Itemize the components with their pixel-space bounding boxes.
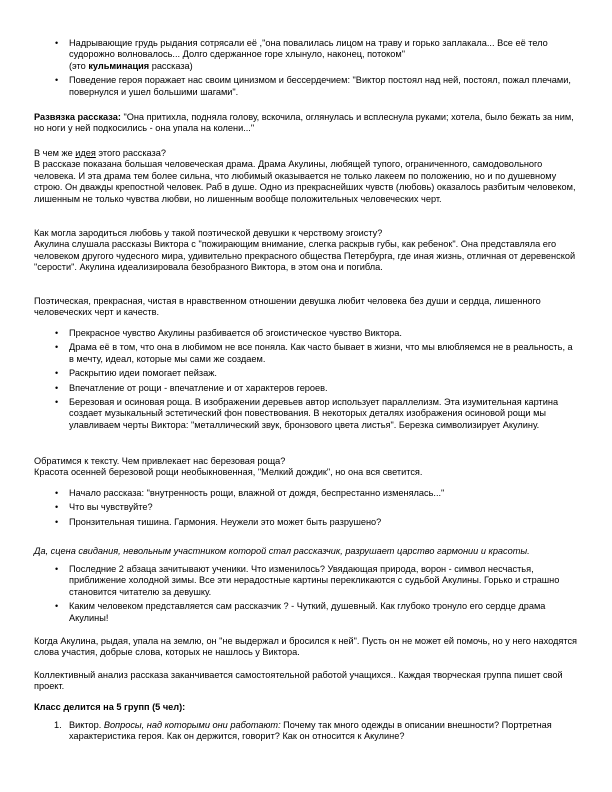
bullet-list-end	[34, 564, 580, 627]
fall-text: Когда Акулина, рыдая, упала на землю, он "не выдержал и бросился к ней". Пусть он не может ей помочь, но у него находятся слова участия, добрые слова, которых не нашлось у Виктора.	[34, 636, 578, 658]
list-item	[34, 342, 580, 365]
poetic-text: Поэтическая, прекрасная, чистая в нравственном отношении девушка любит человека без души и сердца, лишенного человеческих черт и качеств.	[34, 296, 541, 318]
love-text: Акулина слушала рассказы Виктора с "пожирающим внимание, слегка раскрыв губы, как ребенок". Она представляла его человеком другого чудесного мира, удивительно прекрасного общества Петербурга, где иная жизнь, отличная от деревенской "серости". Акулина идеализировала безобразного Виктора, в этом она и погибла.	[34, 239, 576, 273]
item-number: 1.	[54, 720, 62, 730]
grove-paragraph	[34, 456, 580, 479]
idea-question-word: идея	[75, 148, 96, 158]
list-item-text: Березовая и осиновая роща. В изображении деревьев автор использует параллелизм. Эта изумительная картина создает музыкальный эстетический фон повествования. В некоторых деталях изображения осиновой рощи мы улавливаем черты Виктора: "металлический звук, бронзового цвета листья". Березка символизирует Акулину.	[69, 397, 559, 430]
italic-text: Да, сцена свидания, невольным участником которой стал рассказчик, разрушает царство гармонии и красоты.	[34, 546, 530, 556]
group-italic: Вопросы, над которыми они работают:	[103, 720, 281, 730]
list-item-text: Пронзительная тишина. Гармония. Неужели это может быть разрушено?	[69, 516, 382, 527]
note-prefix: (это	[69, 60, 89, 71]
fall-paragraph	[34, 636, 580, 659]
denouement-paragraph	[34, 112, 580, 135]
denouement-text: "Она притихла, подняла голову, вскочила, оглянулась и всплеснула руками; хотела, было бежать за ним, но ноги у ней подкосились - она упала на колени..."	[34, 112, 574, 134]
love-question: Как могла зародиться любовь у такой поэтической девушки к черствому эгоисту?	[34, 228, 383, 238]
list-item-text: Начало рассказа: "внутренность рощи, влажной от дождя, беспрестанно изменялась..."	[69, 488, 445, 498]
list-item	[34, 368, 580, 379]
group-text: Почему так много одежды в описании внешности? Портретная характеристика героя. Как он держится, говорит? Как он относится к Акулине?	[69, 720, 552, 742]
list-item	[34, 502, 580, 513]
idea-paragraph	[34, 148, 580, 205]
list-item	[34, 601, 580, 624]
list-item	[34, 397, 580, 431]
list-item-text: Прекрасное чувство Акулины разбивается об эгоистическое чувство Виктора.	[69, 328, 402, 338]
list-item-text: Каким человеком представляется сам рассказчик ? - Чуткий, душевный. Как глубоко тронуло его сердце драма Акулины!	[69, 601, 546, 623]
idea-question-pre: В чем же	[34, 148, 76, 158]
bullet-list-top	[34, 38, 580, 101]
list-item	[34, 75, 580, 98]
idea-text: В рассказе показана большая человеческая драма. Драма Акулины, любящей тупого, ограниченного, самодовольного человека. И эта драма тем более сильна, что любимый оказывается не только лакеем по положению, но и по душевному строю. Он дважды крепостной человек. Раб в душе. Одно из прекраснейших чувств (любовь) оказалось разбитым человеком, лишенным не только чувства любви, но лишенным вообще положительных человеческих черт.	[34, 159, 576, 204]
list-item	[34, 328, 580, 339]
list-item-text: Драма её в том, что она в любимом не все поняла. Как часто бывает в жизни, что мы влюбляемся не в реальность, а в мечту, идеал, которые мы сами же создаем.	[69, 342, 573, 364]
groups-heading: Класс делится на 5 групп (5 чел):	[34, 702, 186, 712]
list-item	[34, 517, 580, 528]
list-item	[34, 383, 580, 394]
idea-question-post: этого рассказа?	[95, 148, 166, 158]
italic-paragraph	[34, 546, 580, 557]
list-item-text: Поведение героя поражает нас своим цинизмом и бессердечием: "Виктор постоял над ней, постоял, пожал плечами, повернулся и ушел большими шагами".	[69, 75, 571, 97]
groups-heading-block	[34, 702, 580, 713]
poetic-paragraph	[34, 296, 580, 319]
list-item	[34, 488, 580, 499]
group-lead: Виктор.	[69, 720, 104, 730]
climax-term: кульминация	[88, 60, 150, 71]
bullet-list-mid	[34, 328, 580, 434]
collective-text: Коллективный анализ рассказа заканчивается самостоятельной работой учащихся.. Каждая творческая группа пишет свой проект.	[34, 670, 563, 692]
grove-text: Красота осенней березовой рощи необыкновенная, "Мелкий дождик", но она вся светится.	[34, 467, 423, 478]
list-item	[34, 720, 580, 743]
list-item-text: Раскрытию идеи помогает пейзаж.	[69, 368, 217, 379]
bullet-list-grove	[34, 488, 580, 531]
numbered-list	[34, 720, 580, 743]
note-suffix: рассказа)	[149, 60, 193, 71]
grove-question: Обратимся к тексту. Чем привлекает нас березовая роща?	[34, 456, 286, 466]
list-item-text: Впечатление от рощи - впечатление и от характеров героев.	[69, 382, 328, 393]
love-paragraph	[34, 228, 580, 274]
collective-paragraph	[34, 670, 580, 693]
list-item-text: Последние 2 абзаца зачитывают ученики. Что изменилось? Увядающая природа, ворон - символ несчастья, приближение холодной зимы. Все эти нерадостные картины перекликаются с судьбой Акулины. Горько и страшно становится читателю за девушку.	[69, 564, 560, 597]
list-item	[34, 38, 580, 72]
list-item-text: Надрывающие грудь рыдания сотрясали её ,"она повалилась лицом на траву и горько заплакала... Все её тело судорожно волновалось... Долго сдержанное горе хлынуло, наконец, потоком"	[69, 38, 548, 60]
list-item	[34, 564, 580, 598]
list-item-text: Что вы чувствуйте?	[69, 502, 153, 513]
denouement-label: Развязка рассказа:	[34, 112, 121, 122]
